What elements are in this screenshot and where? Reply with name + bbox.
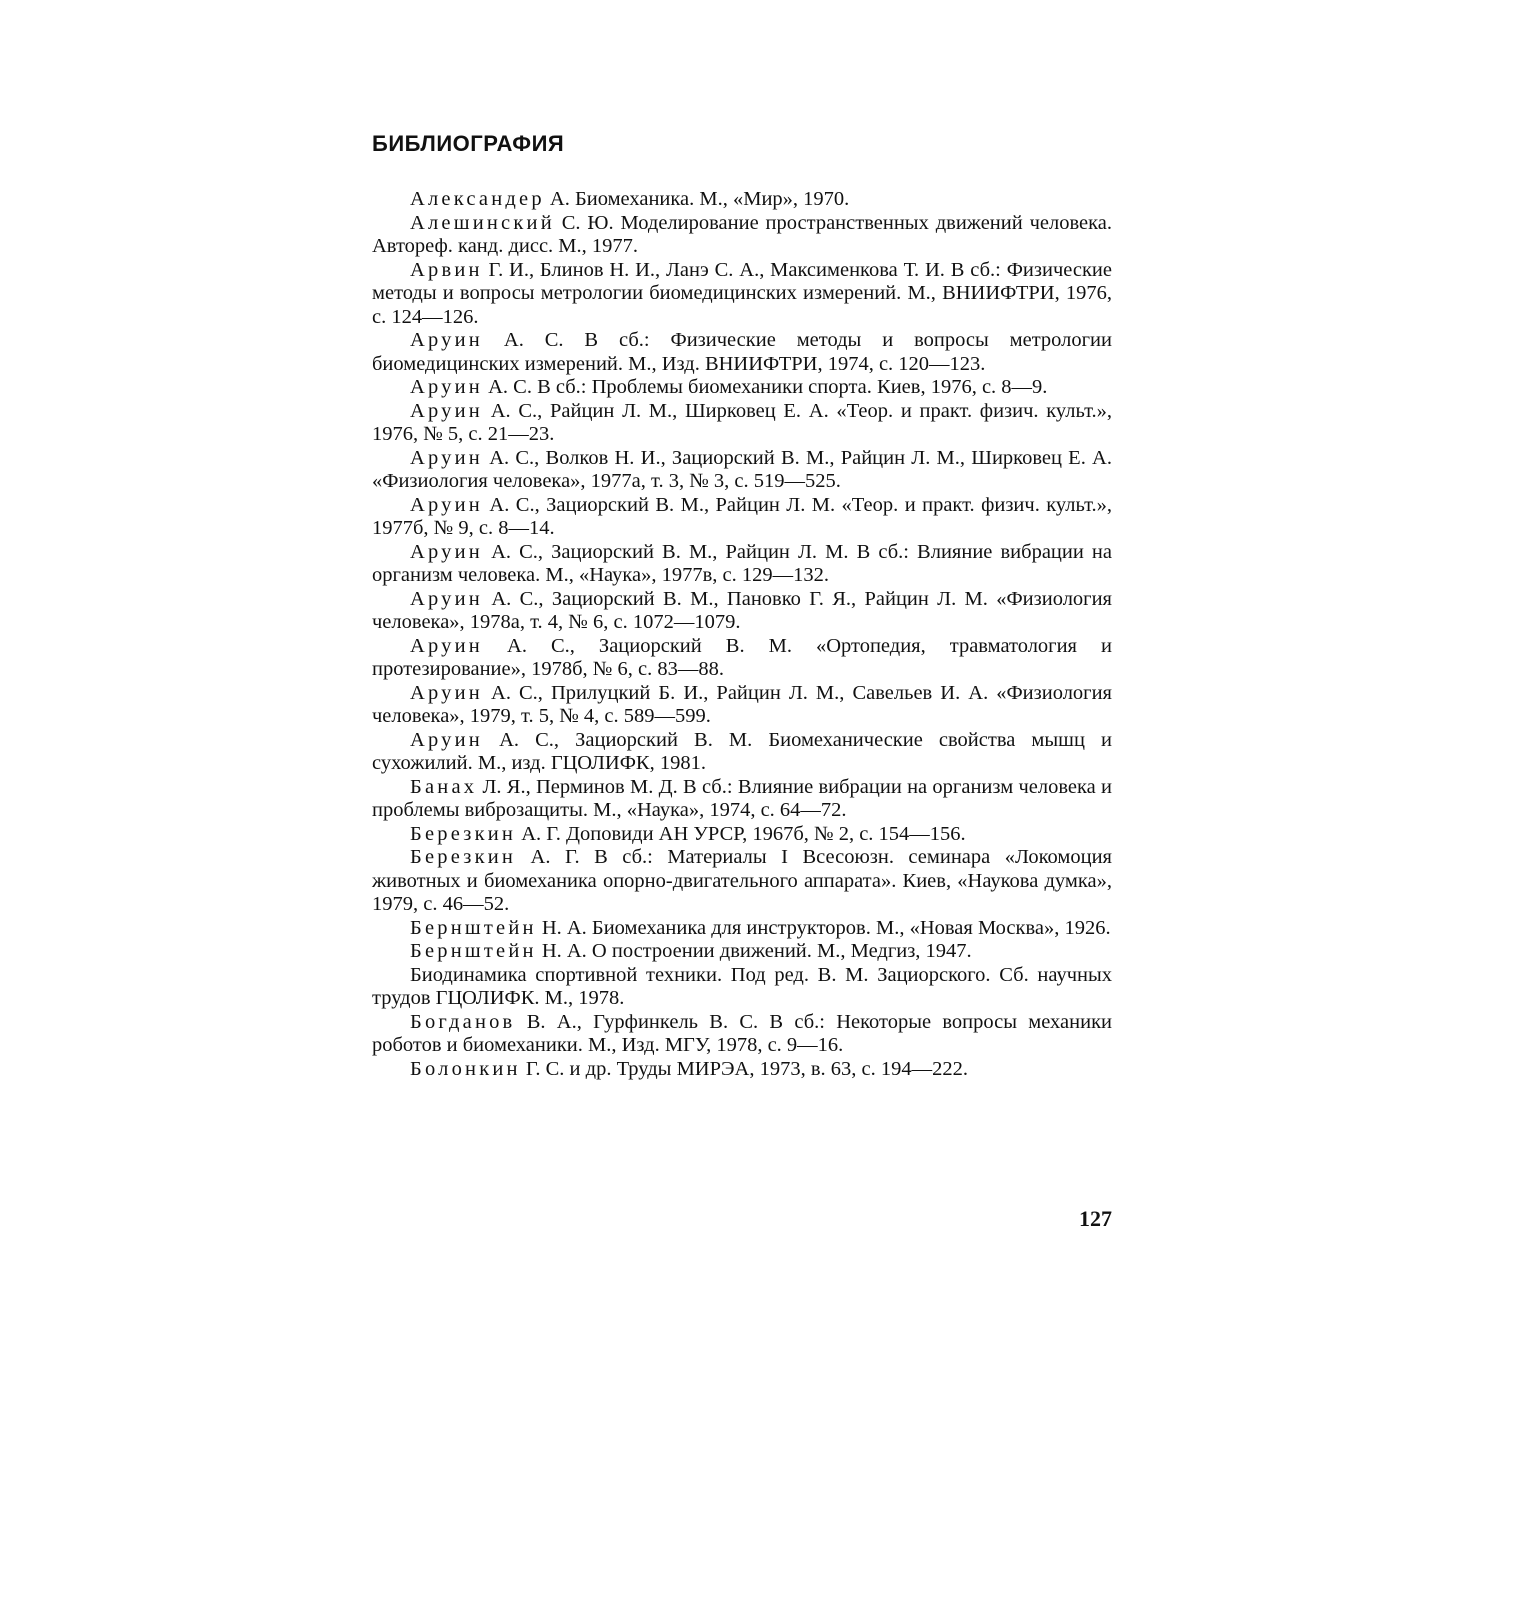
bibliography-entry	[372, 823, 1112, 847]
entry-text: Н. А. О построении движений. М., Медгиз, 1947.	[536, 940, 972, 962]
bibliography-entry	[372, 917, 1112, 941]
entry-text: Н. А. Биомеханика для инструкторов. М., «Новая Москва», 1926.	[536, 916, 1111, 939]
bibliography-entry	[372, 212, 1112, 259]
entry-text: А. Биомеханика. М., «Мир», 1970.	[544, 188, 850, 210]
entry-author: Бернштейн	[410, 940, 537, 962]
entry-text: А. С., Волков Н. И., Зациорский В. М., Райцин Л. М., Ширковец Е. А. «Физиология человека», 1977а, т. 3, № 3, с. 519—525.	[372, 446, 1112, 492]
bibliography-entry	[372, 1011, 1112, 1058]
bibliography-entry	[372, 188, 1112, 212]
bibliography-entry	[372, 635, 1112, 682]
entry-text: А. С., Зациорский В. М., Пановко Г. Я., Райцин Л. М. «Физиология человека», 1978а, т. 4, № 6, с. 1072—1079.	[372, 587, 1112, 633]
entry-author: Березкин	[410, 822, 517, 845]
entry-text: А. С., Зациорский В. М., Райцин Л. М. «Теор. и практ. физич. культ.», 1977б, № 9, с. 8—14.	[372, 493, 1112, 539]
entry-author: Березкин	[410, 846, 517, 868]
bibliography-entry	[372, 329, 1112, 376]
entry-text: А. С. В сб.: Проблемы биомеханики спорта. Киев, 1976, с. 8—9.	[482, 376, 1048, 398]
entry-author: Аруин	[410, 399, 483, 422]
bibliography-entry	[372, 376, 1112, 400]
bibliography-entry	[372, 846, 1112, 917]
entry-text: Г. С. и др. Труды МИРЭА, 1973, в. 63, с. 194—222.	[520, 1057, 968, 1080]
entry-author: Аруин	[410, 446, 483, 469]
entry-text: Л. Я., Перминов М. Д. В сб.: Влияние вибрации на организм человека и проблемы виброзащиты. М., «Наука», 1974, с. 64—72.	[372, 775, 1112, 821]
bibliography-entry	[372, 588, 1112, 635]
entry-author: Аруин	[410, 540, 483, 563]
entry-author: Аруин	[410, 681, 483, 704]
entry-author: Александер	[410, 188, 545, 210]
entry-author: Аруин	[410, 728, 483, 751]
entry-author: Аруин	[410, 329, 483, 351]
bibliography-entry	[372, 682, 1112, 729]
bibliography-entry	[372, 729, 1112, 776]
bibliography-list	[372, 188, 1112, 1081]
entry-text: А. С. В сб.: Физические методы и вопросы метрологии биомедицинских измерений. М., Изд. ВНИИФТРИ, 1974, с. 120—123.	[372, 329, 1112, 375]
entry-author: Арвин	[410, 258, 483, 281]
page-number: 127	[1079, 1206, 1112, 1231]
entry-text: А. С., Зациорский В. М. Биомеханические свойства мышц и сухожилий. М., изд. ГЦОЛИФК, 1981.	[372, 728, 1112, 774]
bibliography-entry	[372, 494, 1112, 541]
bibliography-entry	[372, 940, 1112, 964]
bibliography-page	[372, 128, 1112, 1081]
entry-author: Аруин	[410, 376, 483, 398]
bibliography-entry	[372, 400, 1112, 447]
entry-text: Биодинамика спортивной техники. Под ред. В. М. Зациорского. Сб. научных трудов ГЦОЛИФК. М., 1978.	[372, 963, 1112, 1009]
page-title: БИБЛИОГРАФИЯ	[372, 131, 565, 156]
entry-text: А. С., Зациорский В. М. «Ортопедия, травматология и протезирование», 1978б, № 6, с. 83—88.	[372, 634, 1112, 680]
entry-author: Болонкин	[410, 1057, 521, 1080]
entry-author: Алешинский	[410, 211, 555, 234]
bibliography-entry	[372, 776, 1112, 823]
entry-text: А. Г. Доповиди АН УРСР, 1967б, № 2, с. 154—156.	[516, 822, 966, 845]
entry-text: С. Ю. Моделирование пространственных движений человека. Автореф. канд. дисс. М., 1977.	[372, 211, 1112, 257]
entry-author: Бернштейн	[410, 916, 537, 939]
bibliography-entry	[372, 541, 1112, 588]
entry-author: Аруин	[410, 634, 483, 657]
entry-text: Г. И., Блинов Н. И., Ланэ С. А., Максименкова Т. И. В сб.: Физические методы и вопросы метрологии биомедицинских измерений. М., ВНИИФТРИ, 1976, с. 124—126.	[372, 258, 1112, 328]
bibliography-entry	[372, 447, 1112, 494]
entry-text: А. С., Прилуцкий Б. И., Райцин Л. М., Савельев И. А. «Физиология человека», 1979, т. 5, № 4, с. 589—599.	[372, 681, 1112, 727]
entry-text: В. А., Гурфинкель В. С. В сб.: Некоторые вопросы механики роботов и биомеханики. М., Изд. МГУ, 1978, с. 9—16.	[372, 1010, 1112, 1056]
entry-text: А. С., Райцин Л. М., Ширковец Е. А. «Теор. и практ. физич. культ.», 1976, № 5, с. 21—23.	[372, 399, 1112, 445]
entry-text: А. С., Зациорский В. М., Райцин Л. М. В сб.: Влияние вибрации на организм человека. М., «Наука», 1977в, с. 129—132.	[372, 540, 1112, 586]
entry-author: Аруин	[410, 587, 483, 610]
entry-text: А. Г. В сб.: Материалы I Всесоюзн. семинара «Локомоция животных и биомеханика опорно-двигательного аппарата». Киев, «Наукова думка», 1979, с. 46—52.	[372, 846, 1112, 915]
entry-author: Аруин	[410, 493, 483, 516]
bibliography-entry	[372, 964, 1112, 1011]
bibliography-entry	[372, 259, 1112, 330]
entry-author: Банах	[410, 775, 478, 798]
bibliography-entry	[372, 1058, 1112, 1082]
entry-author: Богданов	[410, 1010, 516, 1033]
